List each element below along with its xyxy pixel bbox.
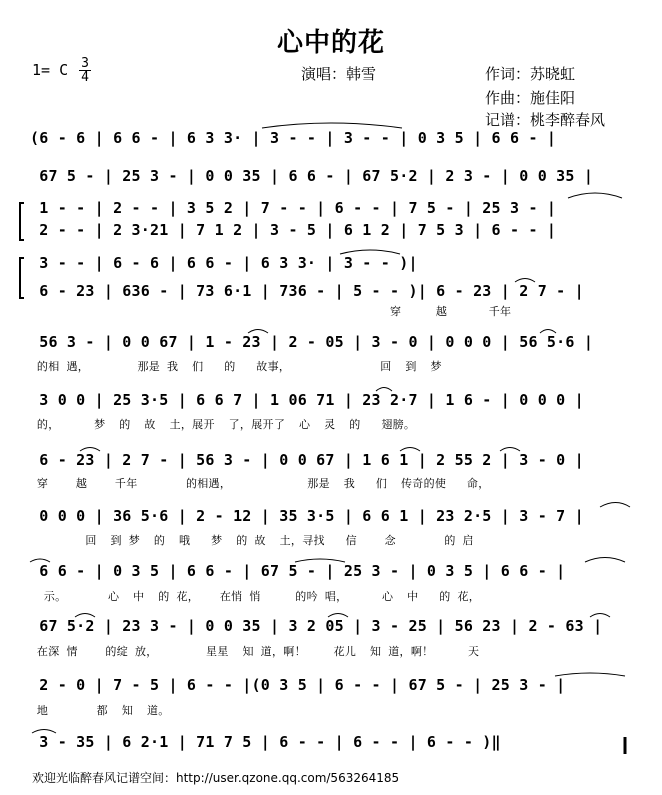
lyric-line: 的相 遇， 那是 我 们 的 故事， 回 到 梦 (30, 360, 442, 373)
lyric-line: 在深 情 的绽 放， 星星 知 道，啊！ 花儿 知 道，啊！ 天 (30, 645, 480, 658)
tie (568, 193, 622, 198)
notation-row: 6 6 - | 0 3 5 | 6 6 - | 67 5 - | 25 3 - | 0 3 5 | 6 6 - | (30, 562, 566, 580)
composer-credit: 作曲：施佳阳 (485, 89, 576, 107)
notation-row: 3 0 0 | 25 3·5 | 6 6 7 | 1 06 71 | 23 2·7 | 1 6 - | 0 0 0 | (30, 391, 584, 409)
lyric-line: 回 到 梦 的 哦 梦 的 故 土，寻找 信 念 的 启 (30, 534, 474, 547)
singer-credit: 演唱：韩雪 (301, 65, 377, 83)
notation-row: 56 3 - | 0 0 67 | 1 - 23 | 2 - 05 | 3 - 0 | 0 0 0 | 56 5·6 | (30, 333, 594, 351)
notation-row: 2 - 0 | 7 - 5 | 6 - - |(0 3 5 | 6 - - | 67 5 - | 25 3 - | (30, 676, 566, 694)
meter-bottom: 4 (81, 70, 89, 85)
lyric-line: 的， 梦 的 故 土，展开 了，展开了 心 灵 的 翅膀。 (30, 418, 416, 431)
notation-row: 1 - - | 2 - - | 3 5 2 | 7 - - | 6 - - | 7 5 - | 25 3 - | (30, 199, 557, 217)
lyricist-credit: 作词：苏晓虹 (485, 65, 576, 83)
notation-row: 67 5·2 | 23 3 - | 0 0 35 | 3 2 05 | 3 - 25 | 56 23 | 2 - 63 | (30, 617, 603, 635)
lyric-line: 地 都 知 道。 (30, 704, 170, 717)
lyric-line: 穿 越 千年 的相遇， 那是 我 们 传奇的使 命， (30, 477, 490, 490)
time-signature (79, 58, 91, 83)
meter-top: 3 (81, 56, 89, 71)
notation-row: 6 - 23 | 2 7 - | 56 3 - | 0 0 67 | 1 6 1 | 2 55 2 | 3 - 0 | (30, 451, 584, 469)
notation-row: 67 5 - | 25 3 - | 0 0 35 | 6 6 - | 67 5·2 | 2 3 - | 0 0 35 | (30, 167, 594, 185)
notation-row: 0 0 0 | 36 5·6 | 2 - 12 | 35 3·5 | 6 6 1 | 23 2·5 | 3 - 7 | (30, 507, 584, 525)
notation-row: 6 - 23 | 636 - | 73 6·1 | 736 - | 5 - - )| 6 - 23 | 2 7 - | (30, 282, 584, 300)
key-signature: 1= C (32, 61, 69, 79)
footer-note: 欢迎光临醉春风记谱空间：http://user.qzone.qq.com/563264185 (32, 771, 400, 785)
tie (262, 123, 402, 128)
lyric-line: 穿 越 千年 (30, 305, 512, 318)
part-bracket (20, 258, 24, 298)
part-bracket (20, 203, 24, 240)
notation-row: 3 - - | 6 - 6 | 6 6 - | 6 3 3· | 3 - - )| (30, 254, 418, 272)
lyric-line: 示。 心 中 的 花， 在悄 悄 的吟 唱， 心 中 的 花， (30, 590, 481, 603)
notation-row: 2 - - | 2 3·21 | 7 1 2 | 3 - 5 | 6 1 2 | 7 5 3 | 6 - - | (30, 221, 557, 239)
notation-row: (6 - 6 | 6 6 - | 6 3 3· | 3 - - | 3 - - | 0 3 5 | 6 6 - | (30, 129, 557, 147)
song-title: 心中的花 (276, 28, 385, 58)
notation-row: 3 - 35 | 6 2·1 | 71 7 5 | 6 - - | 6 - - | 6 - - )‖ (30, 733, 501, 751)
transcriber-credit: 记谱：桃李醉春风 (485, 111, 606, 129)
